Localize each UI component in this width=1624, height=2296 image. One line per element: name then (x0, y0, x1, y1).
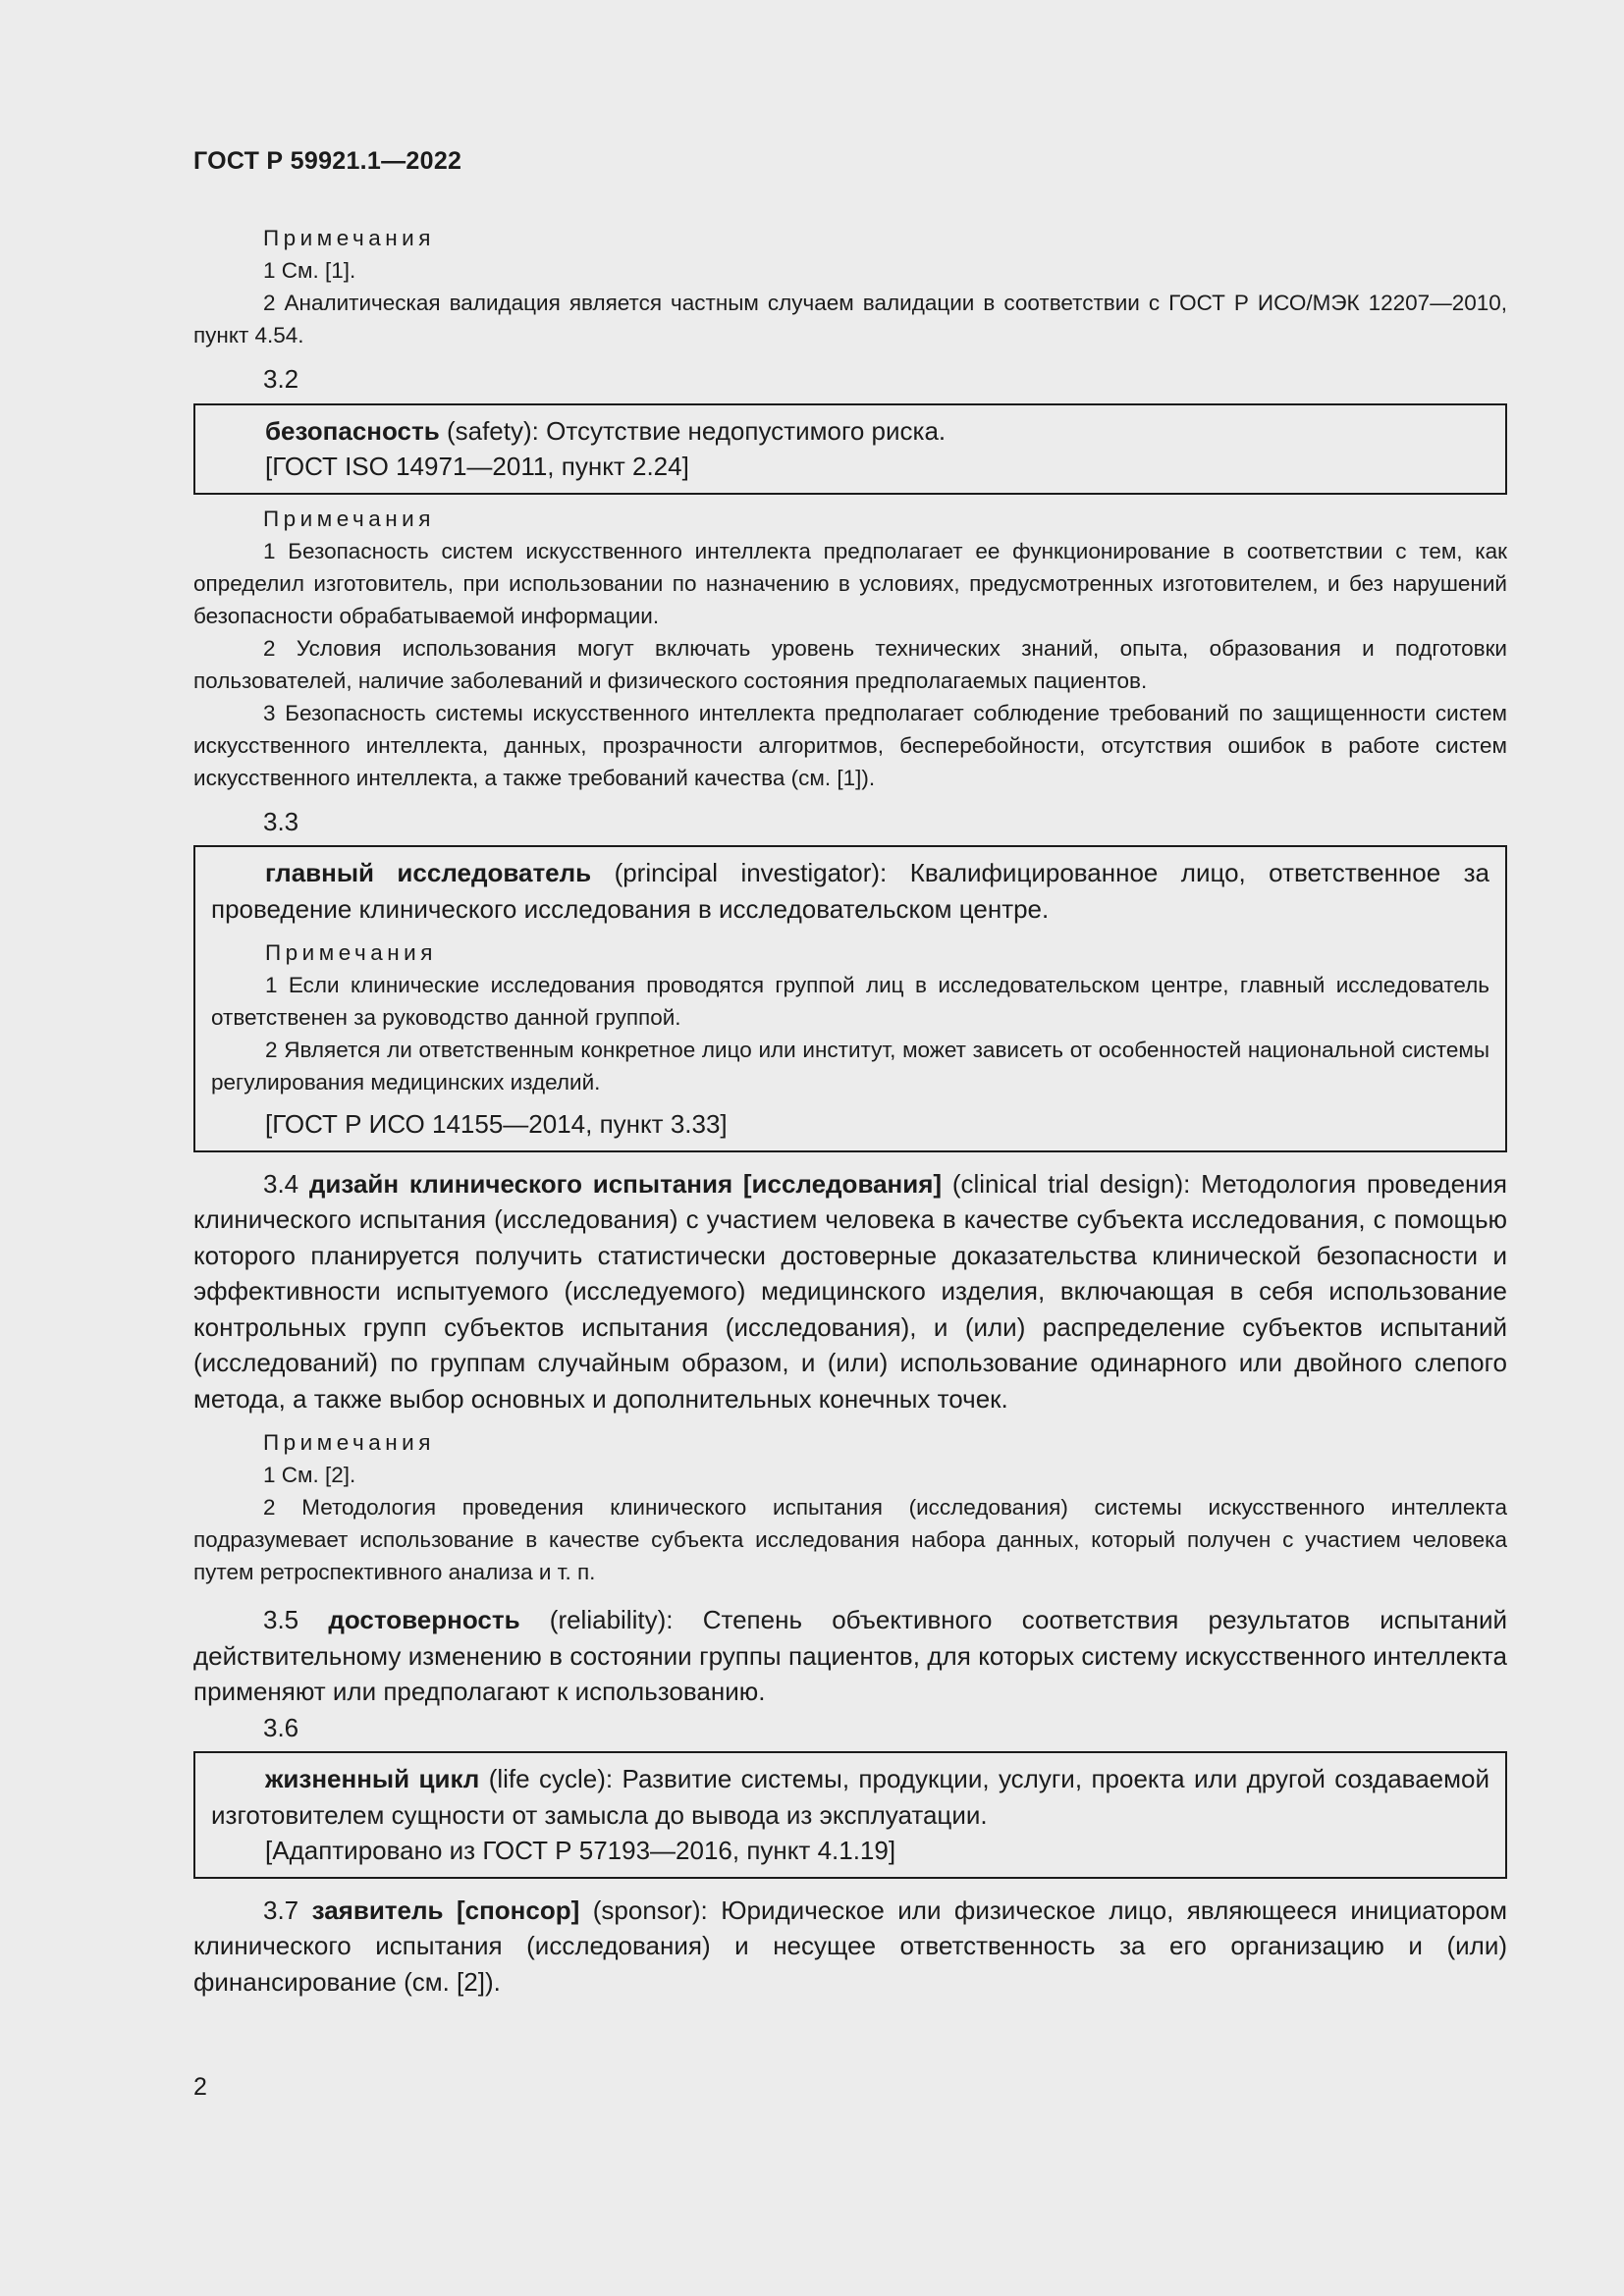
term-definition: Квалифицированное лицо, ответственное за проведение клинического исследования в исследовательском центре. (211, 858, 1489, 924)
note-text: 1 Безопасность систем искусственного интеллекта предполагает ее функционирование в соответствии с тем, как определил изготовитель, при использовании по назначению в условиях, предусмотренных изготовителем, и без нарушений безопасности обрабатываемой информации. (193, 538, 1507, 628)
note-text: 2 Является ли ответственным конкретное лицо или институт, может зависеть от особенностей национальной системы регулирования медицинских изделий. (211, 1038, 1489, 1095)
term-definition: Методология проведения клинического испытания (исследования) с участием человека в качестве субъекта исследования, с помощью которого планируется получить статистически достоверные доказательства клинической безопасности и эффективности испытуемого (исследуемого) медицинского изделия, включающая в себя использование контрольных групп субъектов испытания (исследования), и (или) распределение субъектов испытаний (исследований) по группам случайным образом, и (или) использование одинарного или двойного слепого метода, а также выбор основных и дополнительных конечных точек. (193, 1168, 1507, 1414)
section-number: 3.5 (263, 1605, 299, 1634)
definition-box (193, 1751, 1507, 1879)
note-text: 1 См. [1]. (263, 258, 356, 283)
section-number: 3.6 (263, 1712, 299, 1742)
section-number: 3.4 (263, 1168, 299, 1199)
definition-text (193, 1893, 1507, 2001)
document-header: ГОСТ Р 59921.1—2022 (193, 147, 462, 175)
term-definition: Степень объективного соответствия результатов испытаний действительному изменению в состоянии группы пациентов, для которых систему искусственного интеллекта применяют или предполагают к использованию. (193, 1605, 1507, 1706)
definition-text (193, 1602, 1507, 1710)
source-reference: [Адаптировано из ГОСТ Р 57193—2016, пункт 4.1.19] (265, 1836, 896, 1865)
term-english: (reliability): (549, 1605, 674, 1634)
notes-title: Примечания (263, 1430, 435, 1455)
term: безопасность (265, 415, 440, 446)
term-english: (life cycle): (488, 1764, 614, 1793)
term-definition: Развитие системы, продукции, услуги, проекта или другой создаваемой изготовителем сущности от замысла до вывода из эксплуатации. (211, 1764, 1489, 1830)
notes-title: Примечания (265, 940, 437, 965)
section-number: 3.3 (263, 806, 299, 836)
term-english: (principal investigator): (614, 858, 888, 887)
term-english: (sponsor): (592, 1895, 708, 1925)
definition-text (211, 413, 1489, 450)
term-definition: Отсутствие недопустимого риска. (546, 415, 947, 446)
term: дизайн клинического испытания [исследования] (308, 1168, 943, 1199)
notes-title: Примечания (263, 506, 435, 531)
definition-box (193, 403, 1507, 495)
term: жизненный цикл (265, 1764, 480, 1793)
notes-title: Примечания (263, 226, 435, 250)
page-content (193, 222, 1507, 2000)
page-number: 2 (193, 2073, 207, 2101)
note-text: 1 См. [2]. (263, 1463, 356, 1487)
source-reference: [ГОСТ Р ИСО 14155—2014, пункт 3.33] (265, 1109, 728, 1139)
source-reference: [ГОСТ ISO 14971—2011, пункт 2.24] (265, 452, 689, 481)
definition-text (211, 855, 1489, 927)
note-text: 3 Безопасность системы искусственного интеллекта предполагает соблюдение требований по защищенности систем искусственного интеллекта, данных, прозрачности алгоритмов, бесперебойности, отсутствия ошибок в работе систем искусственного интеллекта, а также требований качества (см. [1]). (193, 700, 1507, 790)
note-text: 2 Аналитическая валидация является частным случаем валидации в соответствии с ГОСТ Р ИСО/МЭК 12207—2010, пункт 4.54. (193, 291, 1507, 347)
definition-box (193, 845, 1507, 1152)
term: главный исследователь (265, 858, 592, 887)
section-number: 3.7 (263, 1895, 299, 1925)
note-text: 2 Методология проведения клинического испытания (исследования) системы искусственного интеллекта подразумевает использование в качестве субъекта исследования набора данных, который получен с участием человека путем ретроспективного анализа и т. п. (193, 1495, 1507, 1584)
definition-text (193, 1166, 1507, 1417)
term-english: (safety): (446, 415, 539, 446)
term: заявитель [спонсор] (311, 1895, 580, 1925)
term: достоверность (328, 1605, 520, 1634)
note-text: 2 Условия использования могут включать уровень технических знаний, опыта, образования и подготовки пользователей, наличие заболеваний и физического состояния предполагаемых пациентов. (193, 635, 1507, 693)
note-text: 1 Если клинические исследования проводятся группой лиц в исследовательском центре, главный исследователь ответственен за руководство данной группой. (211, 973, 1489, 1030)
definition-text (211, 1761, 1489, 1833)
term-definition: Юридическое или физическое лицо, являющееся инициатором клинического испытания (исследования) и несущее ответственность за его организацию и (или) финансирование (см. [2]). (193, 1895, 1507, 1997)
term-english: (clinical trial design): (951, 1168, 1191, 1199)
section-number: 3.2 (263, 364, 299, 394)
